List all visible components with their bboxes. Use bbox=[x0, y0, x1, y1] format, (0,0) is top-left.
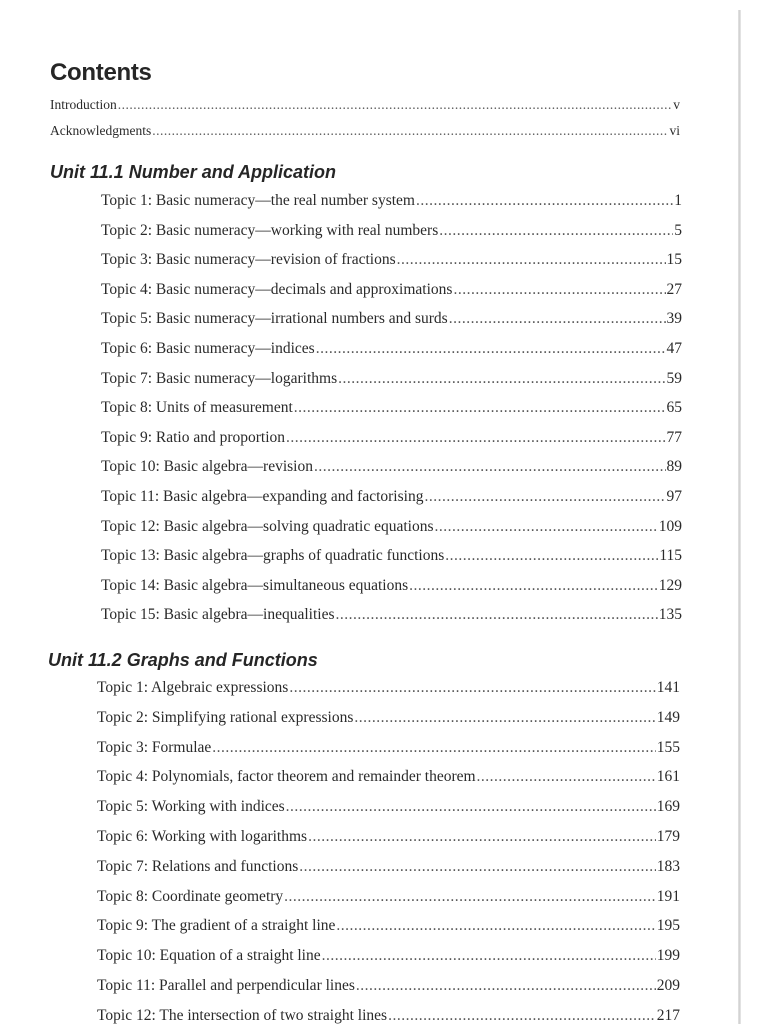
toc-entry bbox=[101, 458, 682, 476]
toc-entry-page: v bbox=[673, 97, 680, 112]
toc-entry-label: Topic 11: Basic algebra—expanding and factorising bbox=[101, 488, 424, 505]
toc-entry-page: 155 bbox=[656, 738, 680, 756]
dot-leader bbox=[322, 947, 656, 965]
toc-entry-introduction bbox=[50, 97, 680, 113]
dot-leader bbox=[336, 917, 655, 935]
toc-entry-label: Topic 12: The intersection of two straight lines bbox=[97, 1006, 388, 1024]
toc-entry bbox=[101, 518, 682, 536]
toc-entry-label: Topic 4: Polynomials, factor theorem and remainder theorem bbox=[97, 768, 476, 786]
dot-leader bbox=[294, 399, 666, 417]
toc-entry-page: 179 bbox=[656, 828, 680, 845]
toc-entry-page: 115 bbox=[659, 547, 682, 565]
dot-leader bbox=[336, 606, 658, 624]
toc-entry bbox=[101, 310, 682, 328]
toc-entry-page: 161 bbox=[656, 768, 680, 786]
toc-entry-page: 191 bbox=[656, 887, 680, 905]
toc-entry bbox=[97, 977, 680, 995]
toc-entry-label: Topic 6: Basic numeracy—indices bbox=[101, 340, 315, 357]
dot-leader bbox=[118, 97, 673, 113]
toc-entry bbox=[97, 679, 680, 697]
toc-entry bbox=[101, 370, 682, 388]
toc-entry bbox=[97, 858, 680, 876]
toc-entry-page: 15 bbox=[666, 251, 682, 269]
unit-heading: Unit 11.1 Number and Application bbox=[50, 162, 337, 182]
toc-entry-page: 217 bbox=[656, 1006, 680, 1024]
toc-entry-page: 109 bbox=[658, 517, 682, 535]
dot-leader bbox=[424, 488, 665, 506]
toc-entry-page: 141 bbox=[656, 679, 680, 696]
dot-leader bbox=[416, 192, 673, 210]
toc-entry-label: Topic 5: Basic numeracy—irrational numbers and surds bbox=[101, 310, 448, 328]
toc-entry-label: Topic 13: Basic algebra—graphs of quadratic functions bbox=[101, 547, 445, 565]
toc-entry-page: 47 bbox=[666, 340, 682, 357]
toc-entry-page: 149 bbox=[656, 708, 680, 726]
dot-leader bbox=[316, 340, 666, 358]
dot-leader bbox=[356, 977, 656, 995]
toc-entry-label: Topic 14: Basic algebra—simultaneous equations bbox=[101, 576, 409, 594]
dot-leader bbox=[477, 768, 656, 786]
toc-entry bbox=[101, 192, 682, 210]
dot-leader bbox=[354, 709, 655, 727]
toc-entry bbox=[101, 488, 682, 506]
dot-leader bbox=[284, 888, 656, 906]
toc-entry-label: Topic 9: The gradient of a straight line bbox=[97, 917, 336, 935]
toc-entry bbox=[97, 709, 680, 727]
toc-entry-page: 27 bbox=[666, 280, 682, 298]
toc-entry-label: Topic 10: Equation of a straight line bbox=[97, 947, 321, 965]
toc-entry-page: 89 bbox=[666, 458, 682, 476]
toc-entry-label: Topic 5: Working with indices bbox=[97, 798, 285, 816]
toc-entry-label: Topic 9: Ratio and proportion bbox=[101, 428, 286, 446]
toc-entry bbox=[97, 798, 680, 816]
toc-entry-page: 195 bbox=[656, 917, 680, 935]
unit-heading: Unit 11.2 Graphs and Functions bbox=[48, 650, 318, 670]
toc-entry-page: 129 bbox=[658, 576, 682, 594]
toc-entry-label: Topic 4: Basic numeracy—decimals and approximations bbox=[101, 280, 453, 298]
toc-entry-page: 135 bbox=[658, 606, 682, 624]
toc-entry-label: Topic 8: Units of measurement bbox=[101, 399, 293, 417]
dot-leader bbox=[338, 370, 665, 388]
dot-leader bbox=[314, 458, 666, 476]
dot-leader bbox=[152, 123, 668, 139]
toc-entry-page: 169 bbox=[656, 798, 680, 816]
toc-entry bbox=[101, 547, 682, 565]
toc-entry-label: Topic 8: Coordinate geometry bbox=[97, 887, 284, 905]
dot-leader bbox=[409, 577, 658, 595]
toc-entry bbox=[101, 222, 682, 240]
toc-entry-page: 77 bbox=[666, 428, 682, 446]
toc-entry-page: 97 bbox=[666, 488, 682, 505]
dot-leader bbox=[445, 547, 658, 565]
dot-leader bbox=[453, 281, 665, 299]
toc-entry bbox=[97, 917, 680, 935]
toc-entry-label: Introduction bbox=[50, 97, 117, 112]
toc-entry bbox=[101, 577, 682, 595]
toc-entry-page: 5 bbox=[674, 221, 682, 239]
toc-entry bbox=[101, 281, 682, 299]
dot-leader bbox=[435, 518, 658, 536]
toc-entry-label: Topic 11: Parallel and perpendicular lines bbox=[97, 977, 355, 994]
toc-entry bbox=[97, 947, 680, 965]
toc-entry-label: Topic 2: Basic numeracy—working with real numbers bbox=[101, 221, 439, 239]
toc-entry-page: 199 bbox=[656, 947, 680, 965]
dot-leader bbox=[388, 1007, 656, 1025]
dot-leader bbox=[308, 828, 656, 846]
dot-leader bbox=[439, 222, 673, 240]
toc-entry-page: 1 bbox=[674, 192, 682, 209]
toc-entry bbox=[101, 429, 682, 447]
dot-leader bbox=[397, 251, 666, 269]
page-title: Contents bbox=[50, 59, 152, 86]
toc-entry-page: 209 bbox=[656, 977, 680, 994]
dot-leader bbox=[299, 858, 656, 876]
toc-entry-page: 183 bbox=[656, 857, 680, 875]
toc-entry bbox=[101, 606, 682, 624]
toc-entry-acknowledgments bbox=[50, 123, 680, 139]
toc-entry-page: 59 bbox=[666, 369, 682, 387]
toc-entry bbox=[101, 340, 682, 358]
toc-entry-label: Topic 1: Basic numeracy—the real number system bbox=[101, 192, 415, 209]
toc-entry bbox=[101, 399, 682, 417]
toc-entry-label: Topic 7: Relations and functions bbox=[97, 857, 299, 875]
toc-entry-label: Topic 12: Basic algebra—solving quadratic equations bbox=[101, 517, 434, 535]
toc-entry bbox=[97, 888, 680, 906]
toc-entry-page: 65 bbox=[666, 399, 682, 417]
toc-entry bbox=[101, 251, 682, 269]
toc-entry-label: Topic 3: Basic numeracy—revision of fractions bbox=[101, 251, 396, 269]
toc-entry bbox=[97, 768, 680, 786]
dot-leader bbox=[449, 310, 666, 328]
toc-entry bbox=[97, 1007, 680, 1025]
toc-entry-label: Topic 6: Working with logarithms bbox=[97, 828, 308, 845]
toc-entry-label: Acknowledgments bbox=[50, 123, 152, 138]
toc-entry bbox=[97, 739, 680, 757]
toc-entry-label: Topic 10: Basic algebra—revision bbox=[101, 458, 313, 476]
toc-entry-page: vi bbox=[669, 123, 680, 138]
dot-leader bbox=[286, 429, 665, 447]
toc-entry-label: Topic 3: Formulae bbox=[97, 738, 212, 756]
toc-entry-label: Topic 15: Basic algebra—inequalities bbox=[101, 606, 335, 624]
toc-entry-label: Topic 2: Simplifying rational expressions bbox=[97, 708, 354, 726]
toc-entry bbox=[97, 828, 680, 846]
dot-leader bbox=[286, 798, 656, 816]
toc-entry-label: Topic 7: Basic numeracy—logarithms bbox=[101, 369, 338, 387]
dot-leader bbox=[289, 679, 655, 697]
toc-entry-label: Topic 1: Algebraic expressions bbox=[97, 679, 289, 696]
dot-leader bbox=[212, 739, 655, 757]
toc-entry-page: 39 bbox=[666, 310, 682, 328]
